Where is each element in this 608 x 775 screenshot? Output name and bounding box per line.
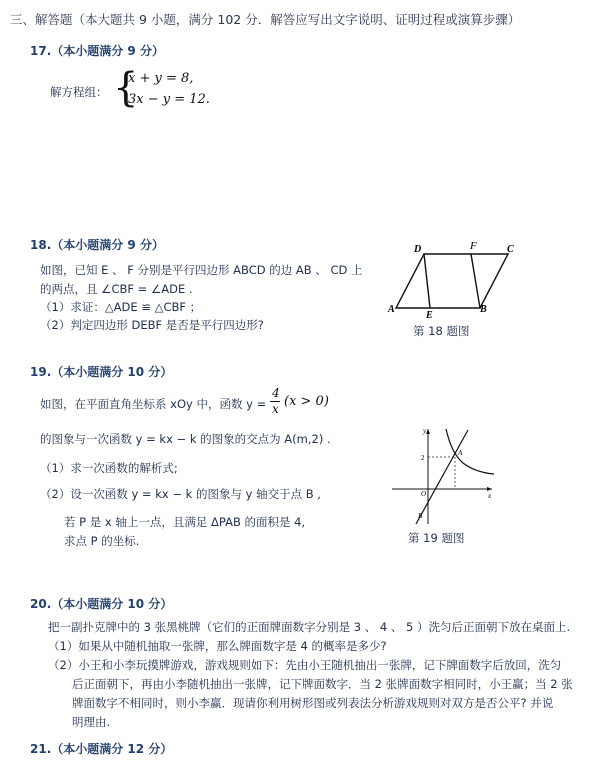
q17-prompt: 解方程组： bbox=[50, 85, 108, 99]
q19-part-1: （1）求一次函数的解析式; bbox=[40, 461, 178, 475]
q18-caption: 第 18 题图 bbox=[413, 324, 470, 338]
label-c: C bbox=[507, 244, 514, 255]
q20-line-6: 明理由. bbox=[72, 715, 111, 729]
q20-line-1: 把一副扑克牌中的 3 张黑桃牌（它们的正面牌面数字分别是 3 、 4 、 5 ）洗匀后正面朝下放在桌面上. bbox=[48, 620, 571, 634]
q17-brace: { bbox=[113, 65, 139, 111]
label-y: y bbox=[423, 427, 427, 435]
q18-heading: 18.（本小题满分 9 分） bbox=[30, 238, 164, 252]
y-axis-arrow bbox=[426, 429, 430, 434]
q19-line-2: 的图象与一次函数 y = kx − k 的图象的交点为 A(m,2) . bbox=[40, 432, 331, 446]
label-b: B bbox=[480, 304, 487, 315]
q20-line-5: 牌面数字不相同时，则小李赢．现请你利用树形图或列表法分析游戏规则对双方是否公平? 并说 bbox=[72, 696, 554, 710]
q19-part-2: （2）设一次函数 y = kx − k 的图象与 y 轴交于点 B , bbox=[40, 487, 321, 501]
x-axis-arrow bbox=[487, 487, 492, 491]
label-x: x bbox=[488, 492, 492, 500]
q19-frac-num: 4 bbox=[272, 386, 280, 400]
label-d: D bbox=[414, 244, 422, 255]
line-y-kx-minus-k bbox=[416, 430, 468, 524]
q18-part-2: （2）判定四边形 DEBF 是否是平行四边形? bbox=[40, 318, 264, 332]
q18-line-1: 如图，已知 E 、 F 分别是平行四边形 ABCD 的边 AB 、 CD 上 bbox=[40, 263, 363, 277]
q19-line-5: 若 P 是 x 轴上一点，且满足 ΔPAB 的面积是 4, bbox=[64, 515, 306, 529]
q19-domain: (x > 0) bbox=[284, 394, 329, 409]
parallelogram-abcd bbox=[396, 254, 508, 308]
q17-heading: 17.（本小题满分 9 分） bbox=[30, 44, 164, 58]
curve-y-4-over-x bbox=[446, 429, 494, 474]
q18-line-2: 的两点，且 ∠CBF = ∠ADE . bbox=[40, 282, 193, 296]
q18-part-1: （1）求证：△ADE ≌ △CBF ； bbox=[40, 300, 202, 314]
q19-heading: 19.（本小题满分 10 分） bbox=[30, 365, 173, 379]
label-o: O bbox=[421, 490, 427, 498]
q20-part-2: （2）小王和小李玩摸牌游戏，游戏规则如下：先由小王随机抽出一张牌，记下牌面数字后放回，洗匀 bbox=[48, 658, 562, 672]
label-a: A bbox=[458, 449, 463, 457]
segment-fb bbox=[471, 254, 480, 308]
segment-de bbox=[424, 254, 430, 308]
label-2: 2 bbox=[421, 454, 425, 462]
q17-equation-2: 3x − y = 12. bbox=[128, 92, 210, 107]
section-title: 三、解答题（本大题共 9 小题，满分 102 分．解答应写出文字说明、证明过程或演算步骤） bbox=[10, 12, 521, 27]
q21-heading: 21.（本小题满分 12 分） bbox=[30, 742, 173, 756]
q19-frac-den: x bbox=[272, 402, 279, 416]
label-f: F bbox=[470, 240, 477, 252]
label-b: B bbox=[418, 512, 423, 520]
q19-caption: 第 19 题图 bbox=[408, 531, 465, 545]
q19-line-6: 求点 P 的坐标. bbox=[64, 534, 140, 548]
q19-figure bbox=[388, 426, 498, 526]
label-a: A bbox=[388, 304, 395, 315]
q20-line-4: 后正面朝下，再由小李随机抽出一张牌，记下牌面数字．当 2 张牌面数字相同时，小王赢；当 2 张 bbox=[72, 677, 573, 691]
q20-heading: 20.（本小题满分 10 分） bbox=[30, 597, 173, 611]
q18-figure bbox=[386, 236, 526, 320]
q19-line-1a: 如图，在平面直角坐标系 xOy 中，函数 y = bbox=[40, 397, 267, 411]
q17-equation-1: x + y = 8, bbox=[128, 71, 194, 86]
label-e: E bbox=[426, 310, 433, 320]
q20-part-1: （1）如果从中随机抽取一张牌，那么牌面数字是 4 的概率是多少? bbox=[48, 639, 387, 653]
